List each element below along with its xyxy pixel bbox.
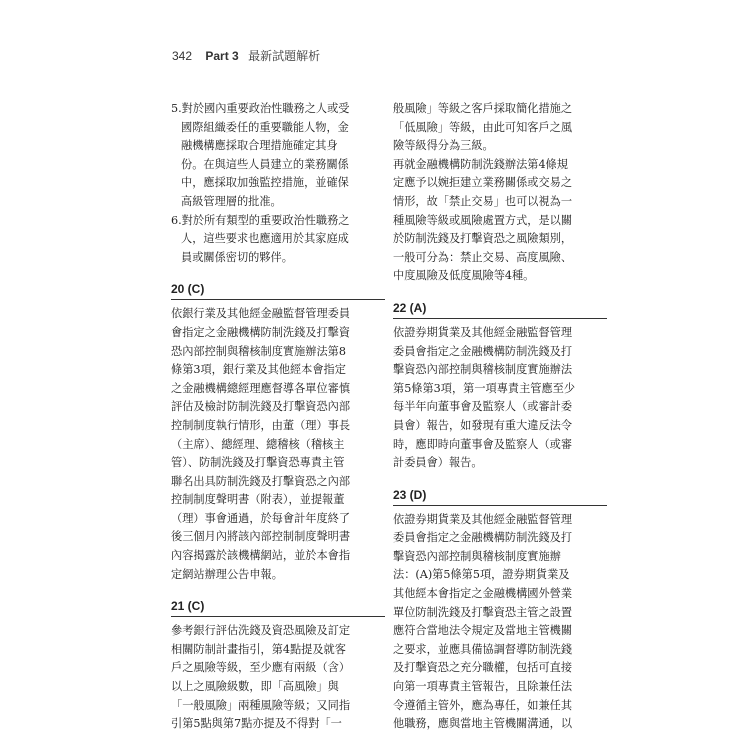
text-line: 高級管理層的批准。 <box>181 194 282 208</box>
text-line: 評估及檢討防制洗錢及打擊資恐內部 <box>171 400 351 414</box>
text-line: 應符合當地法令規定及當地主管機關 <box>393 624 573 638</box>
text-line: 單位防制洗錢及打擊資恐主管之設置 <box>393 605 573 619</box>
text-line: 計委員會）報告。 <box>393 456 483 470</box>
running-header <box>172 47 320 64</box>
text-line: 於防制洗錢及打擊資恐之風險類別， <box>393 232 573 246</box>
question-21-continued <box>393 100 607 286</box>
text-line: 定網站辦理公告申報。 <box>171 567 283 581</box>
text-line: 融機構應採取合理措施確定其身 <box>181 139 338 153</box>
text-line: 中，應採取加強監控措施，並確保 <box>181 176 349 190</box>
chapter-title: 最新試題解析 <box>248 49 321 63</box>
question-23-answer <box>393 511 607 734</box>
text-line: 委員會指定之金融機構防制洗錢及打 <box>393 531 573 545</box>
text-line: 員或關係密切的夥伴。 <box>181 250 293 264</box>
text-line: 5.對於國內重要政治性職務之人或受 <box>171 102 350 115</box>
text-line: 份。在與這些人員建立的業務關係 <box>181 157 349 171</box>
text-line: 相關防制計畫指引，第4點提及就客 <box>171 642 346 656</box>
question-22-answer <box>393 324 607 473</box>
text-line: 法：(A)第5條第5項，證券期貨業及 <box>393 568 570 582</box>
text-line: 定應予以婉拒建立業務關係或交易之 <box>393 176 573 190</box>
text-line: 後三個月內將該內部控制制度聲明書 <box>171 530 351 544</box>
right-column <box>393 100 607 734</box>
page-number: 342 <box>172 49 193 63</box>
text-line: 中度風險及低度風險等4種。 <box>393 269 535 283</box>
text-line: 向第一項專責主管報告，且除兼任法 <box>393 680 573 694</box>
text-line: 委員會指定之金融機構防制洗錢及打 <box>393 344 573 358</box>
list-item-5 <box>171 100 385 212</box>
question-23-heading: 23 (D) <box>393 487 607 506</box>
text-line: 一般可分為：禁止交易、高度風險、 <box>393 250 573 264</box>
text-line: 依銀行業及其他經金融監督管理委員 <box>171 307 351 321</box>
text-line: 管）、防制洗錢及打擊資恐專責主管 <box>171 456 345 470</box>
text-line: 他職務，應與當地主管機關溝通，以 <box>393 717 573 731</box>
text-line: 依證券期貨業及其他經金融監督管理 <box>393 325 573 339</box>
question-20-heading: 20 (C) <box>171 281 385 300</box>
text-line: 時，應即時向董事會及監察人（或審 <box>393 437 573 451</box>
text-line: 之金融機構總經理應督導各單位審慎 <box>171 381 351 395</box>
text-line: 聯名出具防制洗錢及打擊資恐之內部 <box>171 474 351 488</box>
part-label: Part 3 <box>205 49 239 63</box>
text-line: 「一般風險」兩種風險等級；又同指 <box>171 698 351 712</box>
text-line: 其他經本會指定之金融機構國外營業 <box>393 587 573 601</box>
text-line: 「低風險」等級，由此可知客戶之風 <box>393 120 573 134</box>
text-line: 再就金融機構防制洗錢辦法第4條規 <box>393 157 568 171</box>
text-line: 令遵循主管外，應為專任，如兼任其 <box>393 698 573 712</box>
text-line: 控制制度聲明書（附表），並提報董 <box>171 493 345 507</box>
text-line: 情形，故「禁止交易」也可以視為一 <box>393 194 573 208</box>
text-line: 依證券期貨業及其他經金融監督管理 <box>393 512 573 526</box>
text-line: 戶之風險等級，至少應有兩級（含） <box>171 661 351 675</box>
text-line: 內容揭露於該機構網站，並於本會指 <box>171 549 351 563</box>
text-line: 之要求，並應具備協調督導防制洗錢 <box>393 642 573 656</box>
text-line: 員會）報告，如發現有重大違反法令 <box>393 418 573 432</box>
text-line: 擊資恐內部控制與稽核制度實施辦 <box>393 549 561 563</box>
text-line: 會指定之金融機構防制洗錢及打擊資 <box>171 325 351 339</box>
text-line: 控制制度執行情形，由董（理）事長 <box>171 418 351 432</box>
text-line: 般風險」等級之客戶採取簡化措施之 <box>393 102 573 115</box>
text-line: 每半年向董事會及監察人（或審計委 <box>393 400 573 414</box>
question-21-heading: 21 (C) <box>171 598 385 617</box>
text-line: （主席）、總經理、總稽核（稽核主 <box>171 437 345 451</box>
text-line: 人，這些要求也應適用於其家庭成 <box>181 232 349 246</box>
text-line: 擊資恐內部控制與稽核制度實施辦法 <box>393 363 573 377</box>
list-item-6 <box>171 212 385 268</box>
text-line: （理）事會通過，於每會計年度終了 <box>171 511 351 525</box>
text-line: 國際組織委任的重要職能人物，金 <box>181 120 349 134</box>
text-line: 6.對於所有類型的重要政治性職務之 <box>171 213 350 227</box>
text-line: 以上之風險級數，即「高風險」與 <box>171 680 339 694</box>
text-line: 條第3項，銀行業及其他經本會指定 <box>171 363 346 377</box>
text-line: 種風險等級或風險處置方式，是以關 <box>393 213 573 227</box>
text-line: 引第5點與第7點亦提及不得對「一 <box>171 717 342 731</box>
text-line: 恐內部控制與稽核制度實施辦法第8 <box>171 344 346 358</box>
question-22-heading: 22 (A) <box>393 300 607 319</box>
text-line: 及打擊資恐之充分職權，包括可直接 <box>393 661 573 675</box>
text-line: 參考銀行評估洗錢及資恐風險及訂定 <box>171 624 351 638</box>
text-line: 險等級得分為三級。 <box>393 139 494 153</box>
question-21-answer <box>171 622 385 734</box>
text-line: 第5條第3項，第一項專責主管應至少 <box>393 381 576 395</box>
question-20-answer <box>171 305 385 584</box>
left-column <box>171 100 385 734</box>
